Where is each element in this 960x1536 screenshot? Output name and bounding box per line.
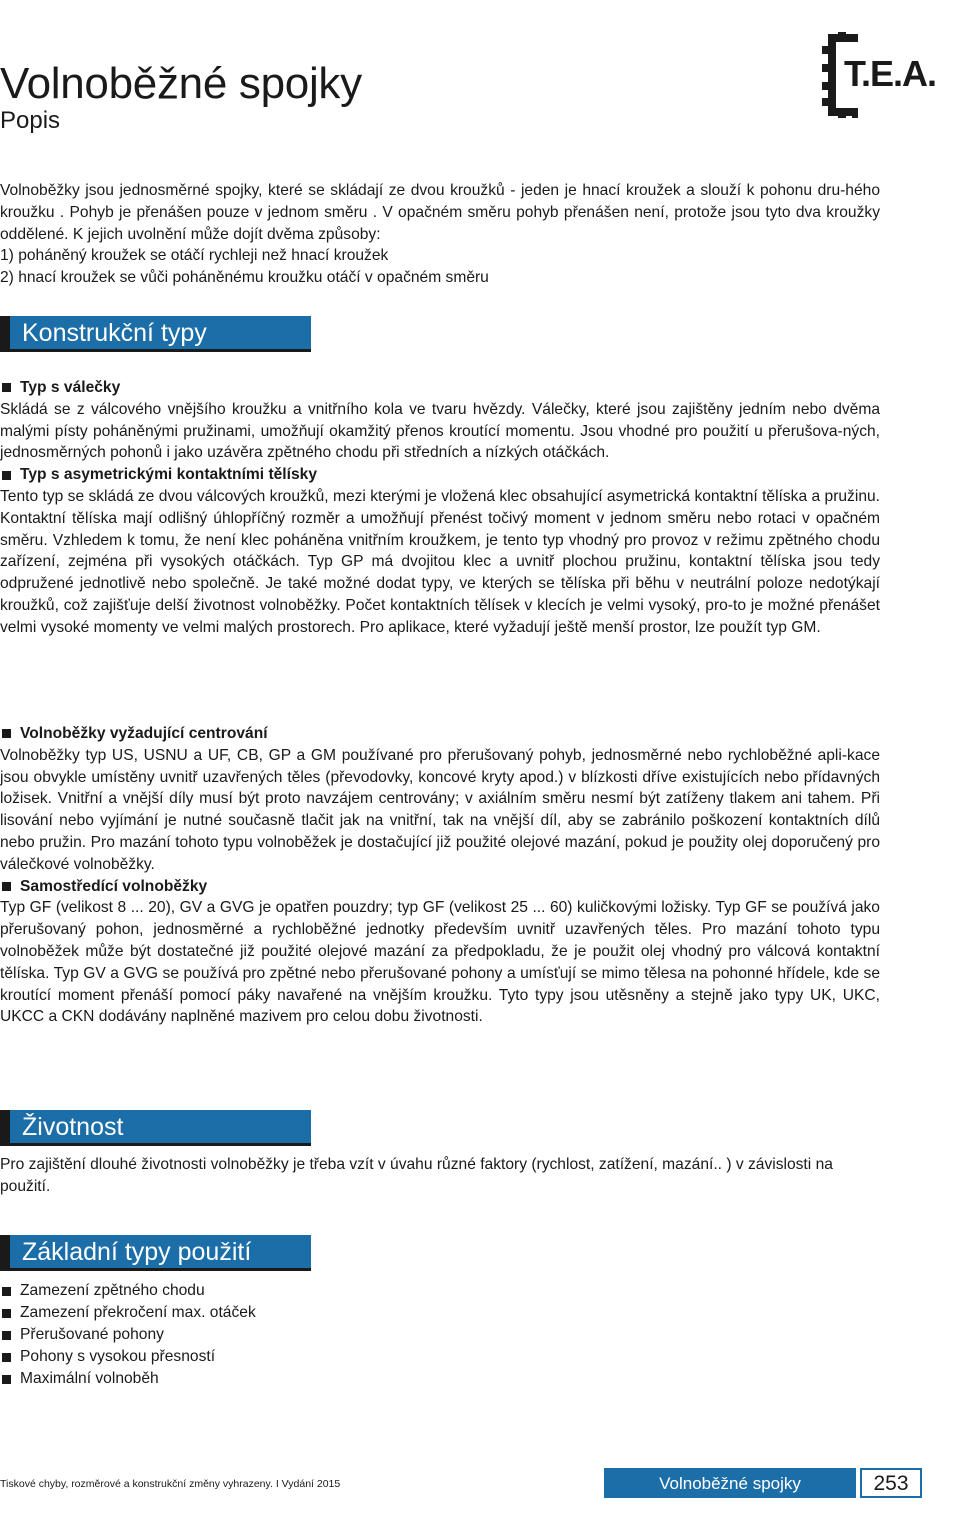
centering-heading — [0, 723, 880, 745]
footer-section-name: Volnoběžné spojky — [604, 1468, 856, 1498]
lifetime-block — [0, 1154, 880, 1198]
bullet-square-icon — [2, 471, 11, 480]
self-centering-heading-text: Samostředící volnoběžky — [20, 877, 208, 895]
type2-text: Tento typ se skládá ze dvou válcových kroužků, mezi kterými je vložená klec obsahující asymetrická kontaktní tělíska a pružinu. Kontaktní tělíska mají odlišný úhlopříčný rozměr a umožňují přenést točivý moment v jednom směru nebo rotaci v opačném směru. Vzhledem k tomu, že není klec poháněna vnitřním kroužkem, je tento typ vhodný pro provoz v režimu zpětného chodu zařízení, zejména při vysokých otáčkách. Typ GP má dvojitou klec a uvnitř plochou pružinu, kontaktní tělíska jsou tedy odpružené jednotlivě nebo společně. Je také možné dodat typy, ve kterých se tělíska při běhu v neutrální poloze nedotýkají kroužků, což zajišťuje delší životnost volnoběžky. Počet kontaktních tělísek v klecích je velmi vysoký, pro-to je možné přenášet velmi vysoké momenty ve velmi malých prostorech. Pro aplikace, které vyžadují ještě menší prostor, lze použít typ GM. — [0, 487, 880, 636]
bullet-square-icon — [2, 729, 11, 738]
centering-block — [0, 723, 880, 1028]
construction-block — [0, 377, 880, 639]
list-item — [0, 1346, 256, 1368]
type1-text: Skládá se z válcového vnějšího kroužku a vnitřního kola ve tvaru hvězdy. Válečky, které jsou zajištěny jedním nebo dvěma malými písty poháněnými pružinami, umožňují okamžitý přenos kroutící momentu. Jsou vhodné pro použití u přerušova-ných, jednosměrných pohonů i jako uzávěra zpětného chodu při středních a nízkých otáčkách. — [0, 400, 880, 462]
bullet-square-icon — [2, 1353, 11, 1362]
list-item-text: Zamezení překročení max. otáček — [20, 1304, 256, 1321]
logo-text: T.E.A. — [844, 53, 937, 94]
list-item — [0, 1368, 256, 1390]
page-number: 253 — [860, 1468, 922, 1498]
bullet-square-icon — [2, 383, 11, 392]
type2-heading — [0, 464, 880, 486]
self-centering-text: Typ GF (velikost 8 ... 20), GV a GVG je opatřen pouzdry; typ GF (velikost 25 ... 60) kuličkovými ložisky. Typ GF se používá jako přerušovaný pohon, jednosměrné a rychloběžné jednotky především uvnitř uzavřených těles. Pro mazání tohoto typu volnoběžek může být dostatečné již použité olejové mazání za předpokladu, že je použit olej vhodný pro válcová kontaktní tělíska. Typ GV a GVG se používá pro zpětné nebo přerušované pohony a umísťují se mimo tělesa na pohonné hřídele, kde se kroutící moment přenáší pomocí páky navařené na vnějším kroužku. Tyto typy jsou utěsněny a stejně jako typy UK, UKC, UKCC a CKN dodávány naplněné mazivem pro celou dobu životnosti. — [0, 899, 880, 1026]
banner-edge — [0, 316, 10, 352]
tea-logo — [822, 32, 937, 118]
self-centering-heading — [0, 876, 880, 898]
section-banner-construction — [0, 316, 311, 352]
banner-edge — [0, 1235, 10, 1271]
section-banner-uses — [0, 1235, 311, 1271]
intro-point-1: 1) poháněný kroužek se otáčí rychleji než hnací kroužek — [0, 247, 389, 265]
page-title: Volnoběžné spojky — [0, 59, 362, 108]
list-item — [0, 1280, 256, 1302]
intro-paragraph: Volnoběžky jsou jednosměrné spojky, které se skládají ze dvou kroužků - jeden je hnací kroužek a slouží k pohonu dru-hého kroužku . Pohyb je přenášen pouze v jednom směru . V opačném směru pohyb přenášen není, protože jsou tyto dva kroužky oddělené. K jejich uvolnění může dojít dvěma způsoby: — [0, 182, 880, 243]
type1-heading — [0, 377, 880, 399]
list-item-text: Maximální volnoběh — [20, 1370, 159, 1387]
type2-heading-text: Typ s asymetrickými kontaktními tělísky — [20, 466, 317, 484]
lifetime-text: Pro zajištění dlouhé životnosti volnoběžky je třeba vzít v úvahu různé faktory (rychlost, zatížení, mazání.. ) v závislosti na použití. — [0, 1156, 833, 1195]
intro-point-2: 2) hnací kroužek se vůči poháněnému kroužku otáčí v opačném směru — [0, 269, 489, 287]
footer-note: Tiskové chyby, rozměrové a konstrukční změny vyhrazeny. I Vydání 2015 — [0, 1478, 341, 1490]
page-subtitle: Popis — [0, 107, 61, 134]
list-item-text: Pohony s vysokou přesností — [20, 1348, 216, 1365]
list-item-text: Zamezení zpětného chodu — [20, 1282, 205, 1299]
list-item — [0, 1302, 256, 1324]
uses-list — [0, 1280, 256, 1390]
centering-heading-text: Volnoběžky vyžadující centrování — [20, 725, 268, 742]
banner-heading: Základní typy použití — [10, 1235, 311, 1271]
bullet-square-icon — [2, 1287, 11, 1296]
bullet-square-icon — [2, 1375, 11, 1384]
list-item — [0, 1324, 256, 1346]
bullet-square-icon — [2, 1309, 11, 1318]
banner-heading: Životnost — [10, 1110, 311, 1146]
intro-block — [0, 180, 880, 289]
type1-heading-text: Typ s válečky — [20, 379, 121, 396]
list-item-text: Přerušované pohony — [20, 1326, 164, 1343]
banner-heading: Konstrukční typy — [10, 316, 311, 352]
section-banner-lifetime — [0, 1110, 311, 1146]
bullet-square-icon — [2, 882, 11, 891]
bullet-square-icon — [2, 1331, 11, 1340]
centering-text: Volnoběžky typ US, USNU a UF, CB, GP a GM používané pro přerušovaný pohyb, jednosměrné nebo rychloběžné apli-kace jsou obvykle umístěny uvnitř uzavřených těles (převodovky, koncové kryty apod.) v blízkosti dříve existujících nebo přídavných ložisek. Vnitřní a vnější díly musí být proto navzájem centrovány; v axiálním směru nesmí být zatíženy tlakem ani tahem. Při lisování nebo vyjímání je nutné současně tlačit jak na vnitřní, tak na vnější díl, aby se zabránilo poškození kontaktních dílů nebo pružin. Pro mazání tohoto typu volnoběžek je dostačující již použité olejové mazání, pokud je použity olej doporučený pro válečkové volnoběžky. — [0, 746, 880, 873]
banner-edge — [0, 1110, 10, 1146]
